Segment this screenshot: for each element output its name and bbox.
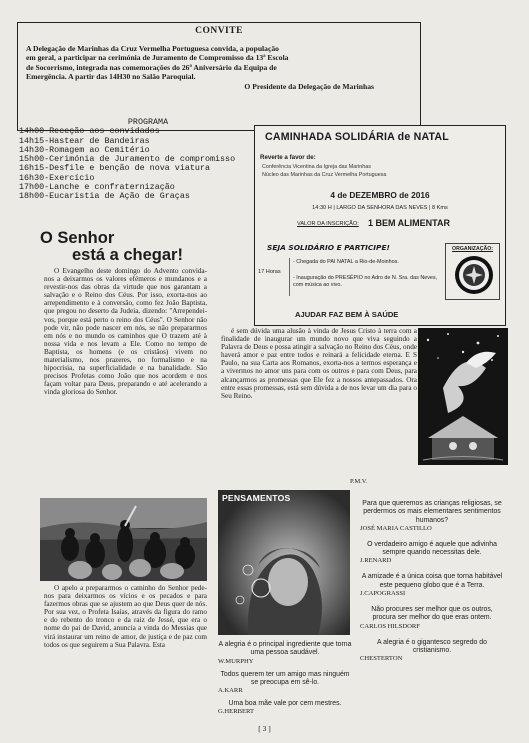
programa-item: 18h00-Eucaristia de Ação de Graças — [19, 191, 190, 202]
quote-text: Uma boa mãe vale por cem mestres. — [228, 700, 342, 708]
caminhada-events-rule — [289, 258, 290, 296]
quote-text: A alegria é o gigantesco segredo do cristianismo. — [377, 638, 487, 654]
nativity-illustration — [418, 328, 508, 465]
programa-item: 16h15-Desfile e benção de nova viatura — [19, 163, 210, 174]
convite-title: CONVITE — [195, 26, 243, 36]
pensamentos-image — [218, 490, 350, 635]
caminhada-valor-label: VALOR DA INSCRIÇÃO: — [297, 221, 359, 227]
convite-box — [17, 22, 421, 131]
quote-author: J.RENARD — [360, 557, 392, 565]
convite-line: A Delegação de Marinhas da Cruz Vermelha Portuguesa convida, a população — [26, 44, 279, 53]
article-title-line1: O Senhor — [40, 229, 115, 247]
quote-text: Para que queremos as crianças religiosas, se perdermos os mais elementares sentimentos humanos? — [362, 500, 502, 524]
organizacao-box — [445, 243, 500, 300]
page-number: [ 3 ] — [258, 724, 271, 733]
article-column-1-continued: O apelo a prepararmos o caminho do Senhor pede-nos para deixarmos os vícios e os pecados e para fazermos obras que se ajustem ao que Deus quer de nós. Por sua vez, o Profeta Isaías, através da figura do ramo e do rebento do tronco e da raiz de Jessé, que era o nome do pai de David, anuncia a vinda do Messias que virá instaurar um reino de amor, de justiça e de paz com todos os que seguirem a Sua Palavra. Esta — [44, 584, 207, 649]
article-title-line2: está a chegar! — [72, 246, 183, 264]
caminhada-revert-label: Reverte a favor de: — [260, 154, 316, 161]
quotes-right — [360, 500, 504, 663]
quote-author: CHESTERTON — [360, 655, 403, 663]
programa-section — [19, 118, 257, 202]
caminhada-beneficiary: Conferência Vicentina da Igreja das Marinhas — [262, 164, 371, 170]
caminhada-details: 14:30 H | LARGO DA SENHORA DAS NEVES | 8 Kms — [312, 205, 448, 211]
programa-item: 14h00-Receção aos convidados — [19, 126, 160, 137]
programa-item: 15h00-Cerimónia de Juramento de compromisso — [19, 154, 236, 165]
caminhada-footer: AJUDAR FAZ BEM À SAÚDE — [295, 310, 399, 319]
convite-line: em geral, a participar na cerimónia de Juramento de Compromisso da 13ª Escola — [26, 53, 289, 63]
organizacao-label: ORGANIZAÇÃO: — [452, 246, 493, 252]
quote-author: CARLOS HILSDORF — [360, 622, 420, 630]
quote-author: JOSÉ MARIA CASTILLO — [360, 524, 432, 532]
convite-signature: O Presidente da Delegação de Marinhas — [244, 81, 374, 91]
caminhada-box — [254, 125, 506, 326]
organizer-seal-logo — [454, 255, 494, 295]
pensamentos-label: PENSAMENTOS — [222, 493, 291, 503]
article-column-2: é sem dúvida uma alusão à vinda de Jesus Cristo à terra com a finalidade de inaugurar um mundo novo que viva seguindo a Palavra de Deus e possa atingir a salvação no Reino dos Céus, onde haverá amor e paz entre todos e reinará a felicidade eterna. E S Paulo, na sua Carta aos Romanos, exorta-nos a termos esperança e a vivermos no amor uns para com os outros e para com Deus, para alcançarmos as promessas que Ele fez a nossos antepassados. Ora entre essas promessas, está sem dúvida a de nos levar um dia para o Seu Reino. — [221, 327, 417, 400]
caminhada-event: - Inauguração do PRESÉPIO no Adro de N. Sra. das Neves, com música ao vivo. — [293, 275, 438, 288]
caminhada-beneficiary: Núcleo das Marinhas da Cruz Vermelha Portuguesa — [262, 172, 387, 178]
programa-item: 14h30-Romagem ao Cemitério — [19, 144, 150, 155]
programa-title: PROGRAMA — [127, 117, 169, 127]
programa-item: 14h15-Hastear de Bandeiras — [19, 135, 150, 146]
quote-author: J.CAPOGRASSI — [360, 590, 406, 598]
convite-line: de Socorrismo, integrada nas comemorações do 26º Aniversário da Equipa de — [26, 62, 277, 72]
caminhada-date: 4 de DEZEMBRO de 2016 — [330, 190, 430, 200]
caminhada-valor-value: 1 BEM ALIMENTAR — [368, 218, 450, 228]
convite-line: Emergência. A partir das 14H30 no Salão Paroquial. — [26, 72, 196, 82]
caminhada-event: - Chegada do PAI NATAL a Rio-de-Moinhos. — [293, 259, 399, 265]
programa-item: 16h30-Exercício — [19, 172, 95, 183]
quote-text: A amizade é a única coisa que torna habitável este pequeno globo que é a Terra. — [361, 573, 503, 589]
caminhada-slogan: SEJA SOLIDÁRIO E PARTICIPE! — [267, 243, 390, 252]
caminhada-title: CAMINHADA SOLIDÁRIA de NATAL — [265, 131, 449, 143]
quote-author: A.KARR — [218, 687, 243, 695]
john-baptist-preaching-image — [40, 498, 207, 581]
article-author: P.M.V. — [350, 478, 368, 485]
quote-author: G.HERBERT — [218, 708, 255, 716]
convite-body — [26, 44, 414, 91]
quote-text: A alegria é o principal ingrediente que torna uma pessoa saudável. — [218, 641, 352, 657]
quote-text: O verdadeiro amigo é aquele que adivinha sempre quando necessitas dele. — [367, 540, 497, 557]
article-column-1: O Evangelho deste domingo do Advento convida-nos a deixarmos os valores efémeros e mundanos e a revestir-nos das obras da virtude que nos garantam a salvação e o Reino dos Céus. Por isso, exorta-nos ao arrependimento e à conversão, como fez João Baptista, que pregou no deserto da Judeia, dizendo: "Arrependei-vos, porque está perto o reino dos Céus". O Senhor não pode vir, não pode nascer em nós, se não prepararmos em nós e no mundo os caminhos que O trazem até à nossa vida e nos levam a Ele. Como no tempo de Baptista, os homens (e os cristãos) vivem no materialismo, nos prazeres, no formalismo e na hipocrisia, na superficialidade e na banalidade. São precisos Profetas como João que nos acordem e nos façam voltar para Deus, preparando e até acelerando a vinda gloriosa do Senhor. — [44, 267, 207, 397]
quote-text: Não procures ser melhor que os outros, procura ser melhor do que eras ontem. — [371, 606, 493, 622]
caminhada-hour: 17 Horas — [258, 269, 281, 275]
quote-author: W.MURPHY — [218, 657, 254, 665]
quotes-left — [218, 641, 352, 716]
programa-item: 17h00-Lanche e confraternização — [19, 182, 175, 193]
quote-text: Todos querem ter um amigo mas ninguém se preocupa em sê-lo. — [220, 670, 350, 686]
